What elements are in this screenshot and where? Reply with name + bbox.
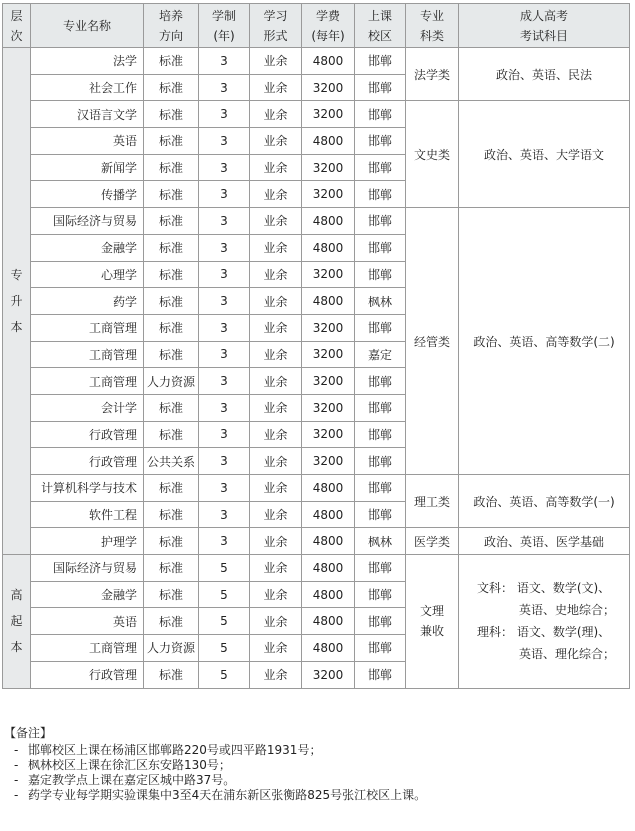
mode-cell: 业余 bbox=[250, 181, 302, 208]
subject-line: 英语、理化综合； bbox=[519, 647, 616, 662]
direction-cell: 标准 bbox=[144, 101, 199, 128]
mode-cell: 业余 bbox=[250, 635, 302, 662]
subject-line: 理科： 语文、数学(理)、 bbox=[477, 625, 611, 640]
major-cell: 药学 bbox=[31, 288, 144, 315]
campus-cell: 邯郸 bbox=[355, 74, 406, 101]
category-cell: 法学类 bbox=[406, 48, 459, 101]
mode-cell: 业余 bbox=[250, 234, 302, 261]
category-cell: 医学类 bbox=[406, 528, 459, 555]
campus-cell: 邯郸 bbox=[355, 261, 406, 288]
campus-cell: 邯郸 bbox=[355, 314, 406, 341]
years-cell: 3 bbox=[199, 74, 250, 101]
level-char: 高 bbox=[10, 588, 23, 603]
campus-cell: 枫林 bbox=[355, 288, 406, 315]
years-cell: 3 bbox=[199, 394, 250, 421]
mode-cell: 业余 bbox=[250, 314, 302, 341]
mode-cell: 业余 bbox=[250, 101, 302, 128]
program-table bbox=[2, 3, 630, 689]
major-cell: 会计学 bbox=[31, 394, 144, 421]
subject-line: 文科： 语文、数学(文)、 bbox=[477, 581, 611, 596]
major-cell: 行政管理 bbox=[31, 661, 144, 688]
header-campus: 上课 校区 bbox=[355, 4, 406, 48]
years-cell: 3 bbox=[199, 475, 250, 502]
major-cell: 行政管理 bbox=[31, 421, 144, 448]
major-cell: 新闻学 bbox=[31, 154, 144, 181]
exam-subjects-cell: 政治、英语、大学语文 bbox=[459, 101, 630, 208]
years-cell: 3 bbox=[199, 234, 250, 261]
direction-cell: 标准 bbox=[144, 475, 199, 502]
fee-cell: 3200 bbox=[302, 314, 355, 341]
major-cell: 汉语言文学 bbox=[31, 101, 144, 128]
years-cell: 3 bbox=[199, 208, 250, 235]
level-char: 起 bbox=[10, 614, 23, 629]
table-row bbox=[3, 208, 630, 235]
mode-cell: 业余 bbox=[250, 48, 302, 75]
fee-cell: 4800 bbox=[302, 581, 355, 608]
note-item: - 枫林校区上课在徐汇区东安路130号； bbox=[14, 758, 231, 772]
major-cell: 工商管理 bbox=[31, 368, 144, 395]
mode-cell: 业余 bbox=[250, 208, 302, 235]
fee-cell: 3200 bbox=[302, 448, 355, 475]
direction-cell: 标准 bbox=[144, 421, 199, 448]
category-line: 兼收 bbox=[419, 624, 444, 639]
fee-cell: 3200 bbox=[302, 181, 355, 208]
campus-cell: 邯郸 bbox=[355, 101, 406, 128]
exam-subjects-cell: 政治、英语、民法 bbox=[459, 48, 630, 101]
exam-subjects-cell: 政治、英语、高等数学(二) bbox=[459, 208, 630, 475]
direction-cell: 标准 bbox=[144, 528, 199, 555]
fee-cell: 3200 bbox=[302, 74, 355, 101]
mode-cell: 业余 bbox=[250, 555, 302, 582]
fee-cell: 3200 bbox=[302, 394, 355, 421]
level-char: 本 bbox=[10, 640, 23, 655]
note-item: - 药学专业每学期实验课集中3至4天在浦东新区张衡路825号张江校区上课。 bbox=[14, 788, 427, 802]
campus-cell: 邯郸 bbox=[355, 234, 406, 261]
direction-cell: 标准 bbox=[144, 234, 199, 261]
mode-cell: 业余 bbox=[250, 394, 302, 421]
direction-cell: 人力资源 bbox=[144, 368, 199, 395]
fee-cell: 4800 bbox=[302, 501, 355, 528]
table-row bbox=[3, 528, 630, 555]
campus-cell: 嘉定 bbox=[355, 341, 406, 368]
major-cell: 英语 bbox=[31, 128, 144, 155]
mode-cell: 业余 bbox=[250, 421, 302, 448]
fee-cell: 3200 bbox=[302, 368, 355, 395]
category-cell bbox=[406, 555, 459, 688]
fee-cell: 4800 bbox=[302, 288, 355, 315]
campus-cell: 邯郸 bbox=[355, 128, 406, 155]
exam-subjects-cell: 政治、英语、高等数学(一) bbox=[459, 475, 630, 528]
fee-cell: 3200 bbox=[302, 101, 355, 128]
years-cell: 3 bbox=[199, 501, 250, 528]
campus-cell: 邯郸 bbox=[355, 501, 406, 528]
header-years: 学制 (年) bbox=[199, 4, 250, 48]
mode-cell: 业余 bbox=[250, 501, 302, 528]
fee-cell: 4800 bbox=[302, 528, 355, 555]
campus-cell: 邯郸 bbox=[355, 181, 406, 208]
direction-cell: 标准 bbox=[144, 661, 199, 688]
table-row bbox=[3, 101, 630, 128]
campus-cell: 邯郸 bbox=[355, 555, 406, 582]
direction-cell: 标准 bbox=[144, 261, 199, 288]
note-item: - 邯郸校区上课在杨浦区邯郸路220号或四平路1931号； bbox=[14, 743, 322, 757]
level-char: 专 bbox=[10, 268, 23, 283]
fee-cell: 3200 bbox=[302, 421, 355, 448]
direction-cell: 标准 bbox=[144, 181, 199, 208]
direction-cell: 标准 bbox=[144, 501, 199, 528]
major-cell: 工商管理 bbox=[31, 314, 144, 341]
campus-cell: 邯郸 bbox=[355, 421, 406, 448]
major-cell: 传播学 bbox=[31, 181, 144, 208]
major-cell: 计算机科学与技术 bbox=[31, 475, 144, 502]
subject-line: 英语、史地综合； bbox=[519, 603, 616, 618]
direction-cell: 标准 bbox=[144, 608, 199, 635]
mode-cell: 业余 bbox=[250, 475, 302, 502]
direction-cell: 标准 bbox=[144, 48, 199, 75]
level-cell bbox=[3, 555, 31, 688]
fee-cell: 4800 bbox=[302, 208, 355, 235]
category-line: 文理 bbox=[419, 604, 444, 619]
mode-cell: 业余 bbox=[250, 74, 302, 101]
campus-cell: 枫林 bbox=[355, 528, 406, 555]
mode-cell: 业余 bbox=[250, 288, 302, 315]
fee-cell: 4800 bbox=[302, 635, 355, 662]
level-cell bbox=[3, 48, 31, 555]
years-cell: 3 bbox=[199, 448, 250, 475]
campus-cell: 邯郸 bbox=[355, 475, 406, 502]
fee-cell: 3200 bbox=[302, 261, 355, 288]
campus-cell: 邯郸 bbox=[355, 448, 406, 475]
fee-cell: 4800 bbox=[302, 608, 355, 635]
campus-cell: 邯郸 bbox=[355, 394, 406, 421]
major-cell: 法学 bbox=[31, 48, 144, 75]
years-cell: 3 bbox=[199, 341, 250, 368]
years-cell: 3 bbox=[199, 101, 250, 128]
mode-cell: 业余 bbox=[250, 261, 302, 288]
campus-cell: 邯郸 bbox=[355, 608, 406, 635]
direction-cell: 标准 bbox=[144, 581, 199, 608]
direction-cell: 公共关系 bbox=[144, 448, 199, 475]
header-fee: 学费 (每年) bbox=[302, 4, 355, 48]
direction-cell: 标准 bbox=[144, 555, 199, 582]
header-major: 专业名称 bbox=[31, 4, 144, 48]
table-row bbox=[3, 555, 630, 582]
fee-cell: 4800 bbox=[302, 555, 355, 582]
campus-cell: 邯郸 bbox=[355, 661, 406, 688]
years-cell: 3 bbox=[199, 528, 250, 555]
campus-cell: 邯郸 bbox=[355, 208, 406, 235]
direction-cell: 标准 bbox=[144, 208, 199, 235]
years-cell: 3 bbox=[199, 314, 250, 341]
major-cell: 心理学 bbox=[31, 261, 144, 288]
fee-cell: 4800 bbox=[302, 234, 355, 261]
direction-cell: 标准 bbox=[144, 314, 199, 341]
years-cell: 5 bbox=[199, 635, 250, 662]
major-cell: 护理学 bbox=[31, 528, 144, 555]
years-cell: 3 bbox=[199, 48, 250, 75]
major-cell: 工商管理 bbox=[31, 635, 144, 662]
years-cell: 3 bbox=[199, 128, 250, 155]
table-row bbox=[3, 475, 630, 502]
mode-cell: 业余 bbox=[250, 608, 302, 635]
campus-cell: 邯郸 bbox=[355, 154, 406, 181]
major-cell: 国际经济与贸易 bbox=[31, 555, 144, 582]
header-subjects: 成人高考 考试科目 bbox=[459, 4, 630, 48]
campus-cell: 邯郸 bbox=[355, 635, 406, 662]
mode-cell: 业余 bbox=[250, 368, 302, 395]
years-cell: 5 bbox=[199, 608, 250, 635]
exam-subjects-cell: 政治、英语、医学基础 bbox=[459, 528, 630, 555]
level-char: 升 bbox=[10, 294, 23, 309]
years-cell: 5 bbox=[199, 661, 250, 688]
major-cell: 软件工程 bbox=[31, 501, 144, 528]
direction-cell: 标准 bbox=[144, 341, 199, 368]
level-char: 本 bbox=[10, 320, 23, 335]
mode-cell: 业余 bbox=[250, 581, 302, 608]
direction-cell: 人力资源 bbox=[144, 635, 199, 662]
major-cell: 金融学 bbox=[31, 581, 144, 608]
mode-cell: 业余 bbox=[250, 341, 302, 368]
years-cell: 3 bbox=[199, 154, 250, 181]
category-cell: 经管类 bbox=[406, 208, 459, 475]
table-row bbox=[3, 48, 630, 75]
category-cell: 理工类 bbox=[406, 475, 459, 528]
direction-cell: 标准 bbox=[144, 154, 199, 181]
campus-cell: 邯郸 bbox=[355, 581, 406, 608]
header-row bbox=[3, 4, 630, 48]
mode-cell: 业余 bbox=[250, 528, 302, 555]
years-cell: 3 bbox=[199, 288, 250, 315]
mode-cell: 业余 bbox=[250, 661, 302, 688]
header-direction: 培养 方向 bbox=[144, 4, 199, 48]
years-cell: 3 bbox=[199, 181, 250, 208]
header-level: 层 次 bbox=[3, 4, 31, 48]
fee-cell: 4800 bbox=[302, 48, 355, 75]
campus-cell: 邯郸 bbox=[355, 48, 406, 75]
fee-cell: 4800 bbox=[302, 128, 355, 155]
years-cell: 3 bbox=[199, 421, 250, 448]
category-cell: 文史类 bbox=[406, 101, 459, 208]
note-item: - 嘉定教学点上课在嘉定区城中路37号。 bbox=[14, 773, 236, 787]
fee-cell: 4800 bbox=[302, 475, 355, 502]
major-cell: 英语 bbox=[31, 608, 144, 635]
fee-cell: 3200 bbox=[302, 661, 355, 688]
major-cell: 工商管理 bbox=[31, 341, 144, 368]
major-cell: 社会工作 bbox=[31, 74, 144, 101]
header-mode: 学习 形式 bbox=[250, 4, 302, 48]
major-cell: 金融学 bbox=[31, 234, 144, 261]
years-cell: 3 bbox=[199, 368, 250, 395]
major-cell: 行政管理 bbox=[31, 448, 144, 475]
mode-cell: 业余 bbox=[250, 448, 302, 475]
campus-cell: 邯郸 bbox=[355, 368, 406, 395]
fee-cell: 3200 bbox=[302, 154, 355, 181]
mode-cell: 业余 bbox=[250, 128, 302, 155]
direction-cell: 标准 bbox=[144, 394, 199, 421]
direction-cell: 标准 bbox=[144, 128, 199, 155]
direction-cell: 标准 bbox=[144, 74, 199, 101]
notes-section bbox=[4, 726, 426, 803]
notes-title: 【备注】 bbox=[4, 726, 53, 740]
years-cell: 3 bbox=[199, 261, 250, 288]
header-category: 专业 科类 bbox=[406, 4, 459, 48]
direction-cell: 标准 bbox=[144, 288, 199, 315]
years-cell: 5 bbox=[199, 555, 250, 582]
years-cell: 5 bbox=[199, 581, 250, 608]
exam-subjects-cell bbox=[459, 555, 630, 688]
mode-cell: 业余 bbox=[250, 154, 302, 181]
major-cell: 国际经济与贸易 bbox=[31, 208, 144, 235]
fee-cell: 3200 bbox=[302, 341, 355, 368]
